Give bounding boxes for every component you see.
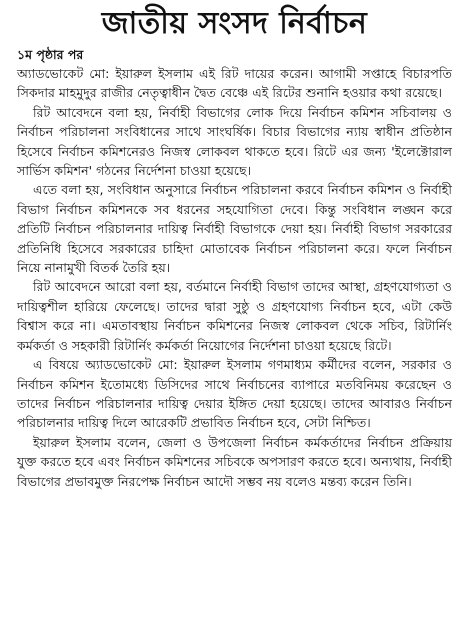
article-paragraph: রিট আবেদনে বলা হয়, নির্বাহী বিভাগের লোক দিয়ে নির্বাচন কমিশন সচিবালয় ও নির্বাচন পরিচালনা সংবিধানের সাথে সাংঘর্ষিক। বিচার বিভাগের ন্যায় স্বাধীন প্রতিষ্ঠান হিসেবে নির্বাচন কমিশনেরও নিজস্ব লোকবল থাকতে হবে। রিটে এর জন্য 'ইলেক্টোরাল সার্ভিস কমিশন' গঠনের নির্দেশনা চাওয়া হয়েছে। — [17, 104, 452, 179]
article-body — [17, 64, 452, 491]
headline: জাতীয় সংসদ নির্বাচন — [101, 6, 368, 41]
continued-from-label: ১ম পৃষ্ঠার পর — [17, 47, 84, 62]
article-paragraph: অ্যাডভোকেট মো: ইয়ারুল ইসলাম এই রিট দায়ের করেন। আগামী সপ্তাহে বিচারপতি সিকদার মাহমুদুর রাজীর নেতৃত্বাধীন দ্বৈত বেঞ্চে এই রিটের শুনানি হওয়ার কথা রয়েছে। — [17, 66, 452, 101]
article-paragraph: এতে বলা হয়, সংবিধান অনুসারে নির্বাচন পরিচালনা করবে নির্বাচন কমিশন ও নির্বাহী বিভাগ নির্বাচন কমিশনকে সব ধরনের সহযোগিতা দেবে। কিন্তু সংবিধান লঙ্ঘন করে প্রতিটি নির্বাচন পরিচালনার দায়িত্ব নির্বাহী বিভাগকে দেয়া হয়। নির্বাহী বিভাগ সরকারের প্রতিনিধি হিসেবে সরকারের চাহিদা মোতাবেক নির্বাচন পরিচালনা করে। ফলে নির্বাচন নিয়ে নানামুখী বিতর্ক তৈরি হয়। — [17, 182, 452, 276]
article-paragraph: রিট আবেদনে আরো বলা হয়, বর্তমানে নির্বাহী বিভাগ তাদের আস্থা, গ্রহণযোগ্যতা ও দায়িত্বশীল হারিয়ে ফেলেছে। তাদের দ্বারা সুষ্ঠু ও গ্রহণযোগ্য নির্বাচন হবে, এটা কেউ বিশ্বাস করে না। এমতাবস্থায় নির্বাচন কমিশনের নিজস্ব লোকবল থেকে সচিব, রিটার্নিং কর্মকর্তা ও সহকারী রিটার্নিং কর্মকর্তা নিয়োগের নির্দেশনা চাওয়া হয়েছে রিটে। — [17, 279, 452, 353]
article-paragraph: ইয়ারুল ইসলাম বলেন, জেলা ও উপজেলা নির্বাচন কর্মকর্তাদের নির্বাচন প্রক্রিয়ায় যুক্ত করতে হবে এবং নির্বাচন কমিশনের সচিবকে অপসারণ করতে হবে। অন্যথায়, নির্বাহী বিভাগের প্রভাবমুক্ত নিরপেক্ষ নির্বাচন আদৌ সম্ভব নয় বলেও মন্তব্য করেন তিনি। — [17, 434, 452, 489]
article-paragraph: এ বিষয়ে অ্যাডভোকেট মো: ইয়ারুল ইসলাম গণমাধ্যম কর্মীদের বলেন, সরকার ও নির্বাচন কমিশন ইতোমধ্যে ডিসিদের সাথে নির্বাচনের ব্যাপারে মতবিনিময় করেছেন ও তাদের নির্বাচন পরিচালনার দায়িত্ব দেয়ার ইঙ্গিত দেয়া হয়েছে। তাদের আবারও নির্বাচন পরিচালনার দায়িত্ব দিলে আরেকটি প্রভাবিত নির্বাচন হবে, সেটা নিশ্চিত। — [17, 357, 452, 431]
